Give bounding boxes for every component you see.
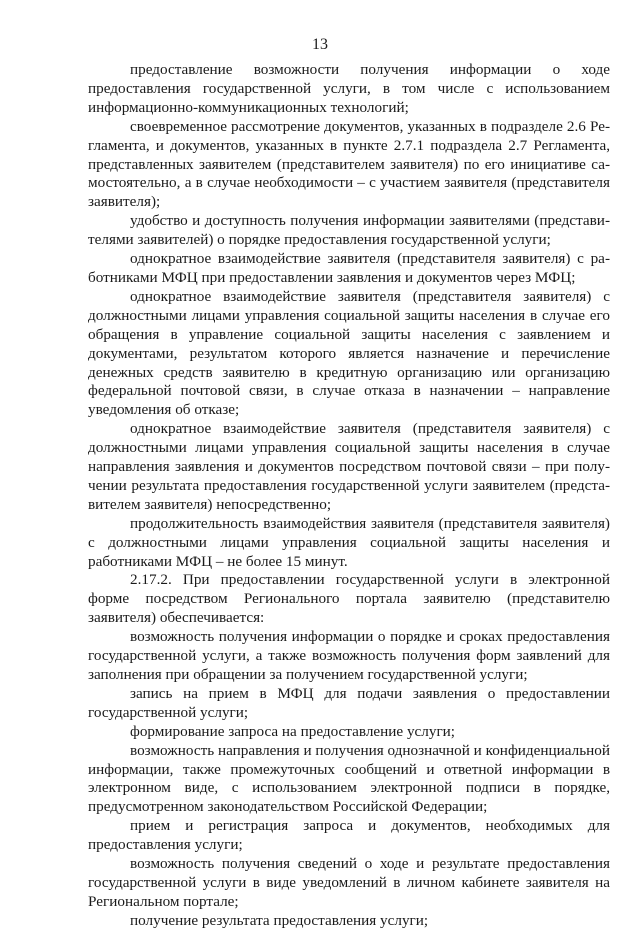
- paragraph: своевременное рассмотрение документов, указанных в подразделе 2.6 Регламента, и документов, указанных в пункте 2.7.1 подраздела 2.7 Регламента, представленных заявителем (представителем заявителя) по его инициативе самостоятельно, а в случае необходимости – с участием заявителя (представителя заявителя);: [88, 117, 610, 211]
- page-number: 13: [312, 36, 328, 53]
- paragraph: однократное взаимодействие заявителя (представителя заявителя) с должностными лицами управления социальной защиты населения в случае его обращения в управление социальной защиты населения с заявлением и документами, результатом которого является назначение и перечисление денежных средств заявителю в кредитную организацию или организацию федеральной почтовой связи, в случае отказа в назначении – направление уведомления об отказе;: [88, 287, 610, 419]
- paragraph: формирование запроса на предоставление услуги;: [130, 722, 456, 740]
- paragraph: возможность получения информации о порядке и сроках предоставления государственной услуги, а также возможность получения форм заявлений для заполнения при обращении за получением государственной услуги;: [88, 628, 610, 683]
- paragraph: возможность направления и получения однозначной и конфиденциальной информации, также промежуточных сообщений и ответной информации в электронном виде, с использованием электронной подписи в порядке, предусмотренном законодательством Российской Федерации;: [88, 741, 610, 816]
- document-body: [88, 61, 610, 931]
- paragraph: предоставление возможности получения информации о ходе предоставления государственной услуги, в том числе с использованием информационно-коммуникационных технологий;: [88, 61, 610, 116]
- paragraph: удобство и доступность получения информации заявителями (представителями заявителей) о порядке предоставления государственной услуги;: [88, 212, 610, 249]
- paragraph: прием и регистрация запроса и документов, необходимых для предоставления услуги;: [88, 817, 610, 854]
- paragraph: запись на прием в МФЦ для подачи заявления о предоставлении государственной услуги;: [88, 684, 610, 721]
- paragraph: однократное взаимодействие заявителя (представителя заявителя) с работниками МФЦ при предоставлении заявления и документов через МФЦ;: [88, 250, 610, 286]
- paragraph: возможность получения сведений о ходе и результате предоставления государственной услуги в виде уведомлений в личном кабинете заявителя на Региональном портале;: [88, 855, 610, 910]
- paragraph: 2.17.2. При предоставлении государственной услуги в электронной форме посредством Регионального портала заявителю (представителю заявителя) обеспечивается:: [88, 571, 610, 627]
- paragraph: однократное взаимодействие заявителя (представителя заявителя) с должностными лицами управления социальной защиты населения в случае направления заявления и документов посредством почтовой связи – при получении результата предоставления государственной услуги заявителем (представителем заявителя) непосредственно;: [88, 420, 610, 513]
- paragraph: получение результата предоставления услуги;: [130, 911, 429, 929]
- paragraph: продолжительность взаимодействия заявителя (представителя заявителя) с должностными лицами управления социальной защиты населения и работниками МФЦ – не более 15 минут.: [88, 514, 610, 570]
